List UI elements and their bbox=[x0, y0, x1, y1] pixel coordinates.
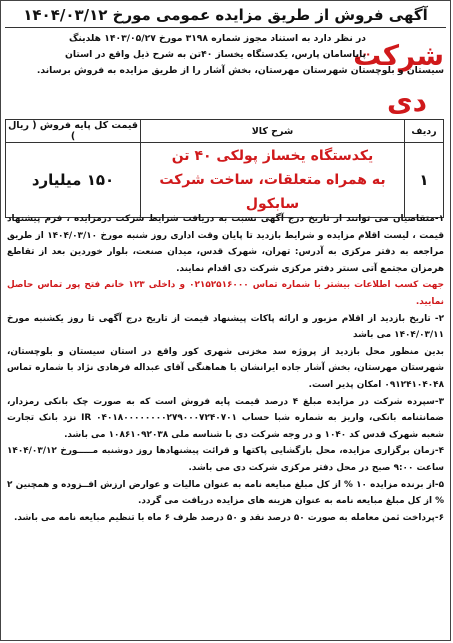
header-price: قیمت کل پایه فروش ( ریال ) bbox=[6, 120, 141, 143]
notice-body bbox=[7, 211, 444, 526]
table-row bbox=[6, 143, 444, 218]
cell-row-number: ۱ bbox=[405, 143, 444, 218]
company-logo: شرکت دی bbox=[353, 39, 444, 118]
paragraph-6: ۶-پرداخت ثمن معامله به صورت ۵۰ درصد نقد و ۵۰ درصد ظرف ۶ ماه با تنظیم مبایعه نامه می باشد. bbox=[14, 512, 444, 523]
intro-line-2: پایاسامان پارس، یکدستگاه یخساز ۴۰تن به شرح ذیل واقع در استان bbox=[65, 49, 366, 60]
paragraph-4: ۴-زمان برگزاری مزایده، محل بازگشایی پاکتها و قرائت پیشنهادها روز دوشنبه مـــــورخ ۱۴۰۴/۰۳/۱۲ ساعت ۹:۰۰ صبح در محل دفتر مرکزی شرکت دی می باشد. bbox=[7, 446, 444, 473]
header-row-number: ردیف bbox=[405, 120, 444, 143]
intro-line-1: در نظر دارد به استناد مجوز شماره ۳۱۹۸ مورخ ۱۴۰۳/۰۵/۲۷ هلدینگ bbox=[69, 33, 366, 44]
paragraph-5: ۵-از برنده مزایده ۱۰ % از کل مبلغ مبایعه نامه به عنوان مالیات و عوارض ارزش افــزوده و همچنین ۲ % از کل مبلغ مبایعه نامه به عنوان هزینه های مزایده دریافت می گردد. bbox=[7, 479, 445, 507]
paragraph-2: ۲- تاریخ بازدید از اقلام مزبور و ارائه پاکات پیشنهاد قیمت از تاریخ درج آگهی تا روز یکشنبه مورخ ۱۴۰۴/۰۳/۱۱ می باشد bbox=[7, 313, 444, 341]
table-header-row bbox=[6, 120, 444, 143]
notice-title: آگهی فروش از طریق مزایده عمومی مورخ ۱۴۰۴/۰۳/۱۲ bbox=[5, 3, 446, 28]
intro-line-3: سیستان و بلوچستان شهرستان مهرستان، بخش آشار را از طریق مزایده به فروش برساند. bbox=[36, 65, 444, 76]
paragraph-1: ۱-متقاضیان می توانند از تاریخ درج آگهی نسبت به دریافت شرایط شرکت درمزایده ، فرم پیشنهاد قیمت ، لیست اقلام مزایده و شرایط بازدید تا پایان وقت اداری روز شنبه مورخ ۱۴۰۴/۰۳/۱۰ از طریق مراجعه به دفتر مرکزی به آدرس: تهران، شهرک قدس، میدان صنعت، بلوار خوردین بعد از تقاطع هرمزان مجتمع آتی سنتر دفتر مرکزی شرکت دی اقدام نمایند. bbox=[7, 214, 445, 274]
description-line-2: به همراه متعلقات، ساخت شرکت سابکول bbox=[159, 172, 386, 212]
cell-price: ۱۵۰ میلیارد bbox=[6, 143, 141, 218]
paragraph-2b: بدین منظور محل بازدید از پروژه سد مخزنی شهری کور واقع در استان سیستان و بلوچستان، شهرستان مهرستان، بخش آشار جاده ایرانشان با هماهنگی آقای عبداله فرهادی نژاد با شماره تماس ۰۹۱۲۴۱۰۴۰۴۸ امکان پذیر است. bbox=[7, 346, 444, 390]
items-table bbox=[5, 119, 444, 218]
header-description: شرح کالا bbox=[141, 120, 405, 143]
cell-description bbox=[141, 143, 405, 218]
contact-line: جهت کسب اطلاعات بیشتر با شماره تماس ۰۲۱۵۲۵۱۶۰۰۰ و داخلی ۱۲۳ خانم فتح پور تماس حاصل نمایید. bbox=[7, 280, 444, 307]
description-line-1: یکدستگاه یخساز پولکی ۴۰ تن bbox=[171, 148, 374, 164]
paragraph-3: ۳-سپرده شرکت در مزایده مبلغ ۴ درصد قیمت پایه فروش است که به صورت چک بانکی رمزدار، ضمانتنامه بانکی، واریز به شماره شبا حساب IR ۰۴۰۱۸۰۰۰۰۰۰۰۰۲۷۹۰۰۰۷۲۴۰۷۰۱ نزد بانک تجارت شعبه شهرک قدس کد ۱۰۴۰ و در وجه شرکت دی با شناسه ملی ۱۰۸۶۱۰۹۲۰۳۸ می باشد. bbox=[7, 396, 444, 440]
